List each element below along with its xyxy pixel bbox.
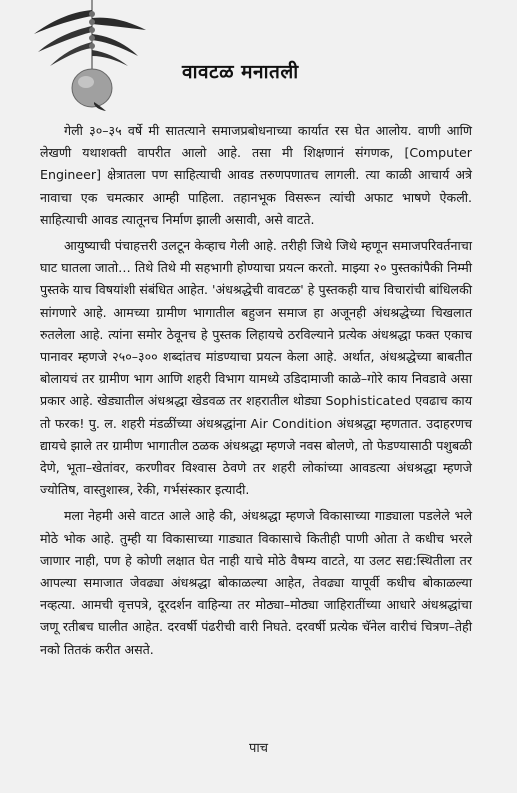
hanging-chillies-lemon-icon — [30, 0, 150, 112]
chapter-title: वावटळ मनातली — [182, 61, 299, 83]
chapter-body — [40, 120, 472, 665]
paragraph-1: गेली ३०–३५ वर्षे मी सातत्याने समाजप्रबोधनाच्या कार्यात रस घेत आलोय. वाणी आणि लेखणी यथाशक्ती वापरीत आलो आहे. तसा मी शिक्षणानं संगणक, [Computer Engineer] क्षेत्रातला पण साहित्याची आवड तरुणपणातच लागली. त्या काळी आचार्य अत्रे नावाचा एक चमत्कार आम्ही पाहिला. तहानभूक विसरून त्यांची अफाट भाषणे ऐकली. साहित्याची आवड त्यातूनच निर्माण झाली असावी, असे वाटते. — [40, 123, 472, 227]
paragraph-2: आयुष्याची पंचाहत्तरी उलटून केव्हाच गेली आहे. तरीही जिथे जिथे म्हणून समाजपरिवर्तनाचा घाट घातला जातो… तिथे तिथे मी सहभागी होण्याचा प्रयत्न करतो. माझ्या २० पुस्तकांपैकी निम्मी पुस्तके याच विषयांशी संबंधित आहेत. 'अंधश्रद्धेची वावटळ' हे पुस्तकही याच विचारांची बांधिलकी सांगणारे आहे. आमच्या ग्रामीण भागातील बहुजन समाज हा अजूनही अंधश्रद्धेच्या चिखलात रुतलेला आहे. त्यांना समोर ठेवूनच हे पुस्तक लिहायचे ठरविल्याने प्रत्येक अंधश्रद्धा फक्त एकाच पानावर म्हणजे २५०–३०० शब्दांतच मांडण्याचा प्रयत्न केला आहे. अर्थात, अंधश्रद्धेच्या बाबतीत बोलायचं तर ग्रामीण भाग आणि शहरी विभाग यामध्ये उडिदामाजी काळे–गोरे काय निवडावे असा प्रकार आहे. खेड्यातील अंधश्रद्धा खेडवळ तर शहरातील थोड्या Sophisticated एवढाच काय तो फरक! पु. ल. शहरी मंडळींच्या अंधश्रद्धांना Air Condition अंधश्रद्धा म्हणतात. उदाहरणच द्यायचे झाले तर ग्रामीण भागातील ठळक अंधश्रद्धा म्हणजे नवस बोलणे, तो फेडण्यासाठी पशुबळी देणे, भूता–खेतांवर, करणीवर विश्वास ठेवणे तर शहरी लोकांच्या आवडत्या अंधश्रद्धा म्हणजे ज्योतिष, वास्तुशास्त्र, रेकी, गर्भसंस्कार इत्यादी. — [40, 238, 473, 498]
paragraph-3: मला नेहमी असे वाटत आले आहे की, अंधश्रद्धा म्हणजे विकासाच्या गाड्याला पडलेले भले मोठे भोक आहे. तुम्ही या विकासाच्या गाड्यात विकासाचे कितीही पाणी ओता ते कधीच भरले जाणार नाही, पण हे कोणी लक्षात घेत नाही याचे मोठे वैषम्य वाटते, या उलट सद्य:स्थितीला तर आपल्या समाजात जेवढ्या अंधश्रद्धा बोकाळल्या आहेत, तेवढ्या यापूर्वी कधीच बोकाळल्या नव्हत्या. आमची वृत्तपत्रे, दूरदर्शन वाहिन्या तर मोठ्या–मोठ्या जाहिरातींच्या आधारे अंधश्रद्धांचा जणू रतीबच घालीत आहेत. दरवर्षी पंढरीची वारी निघते. दरवर्षी प्रत्येक चॅनेल वारीचं चित्रण–तेही नको तितकं करीत असते. — [40, 508, 472, 657]
page-number: पाच — [248, 741, 268, 756]
